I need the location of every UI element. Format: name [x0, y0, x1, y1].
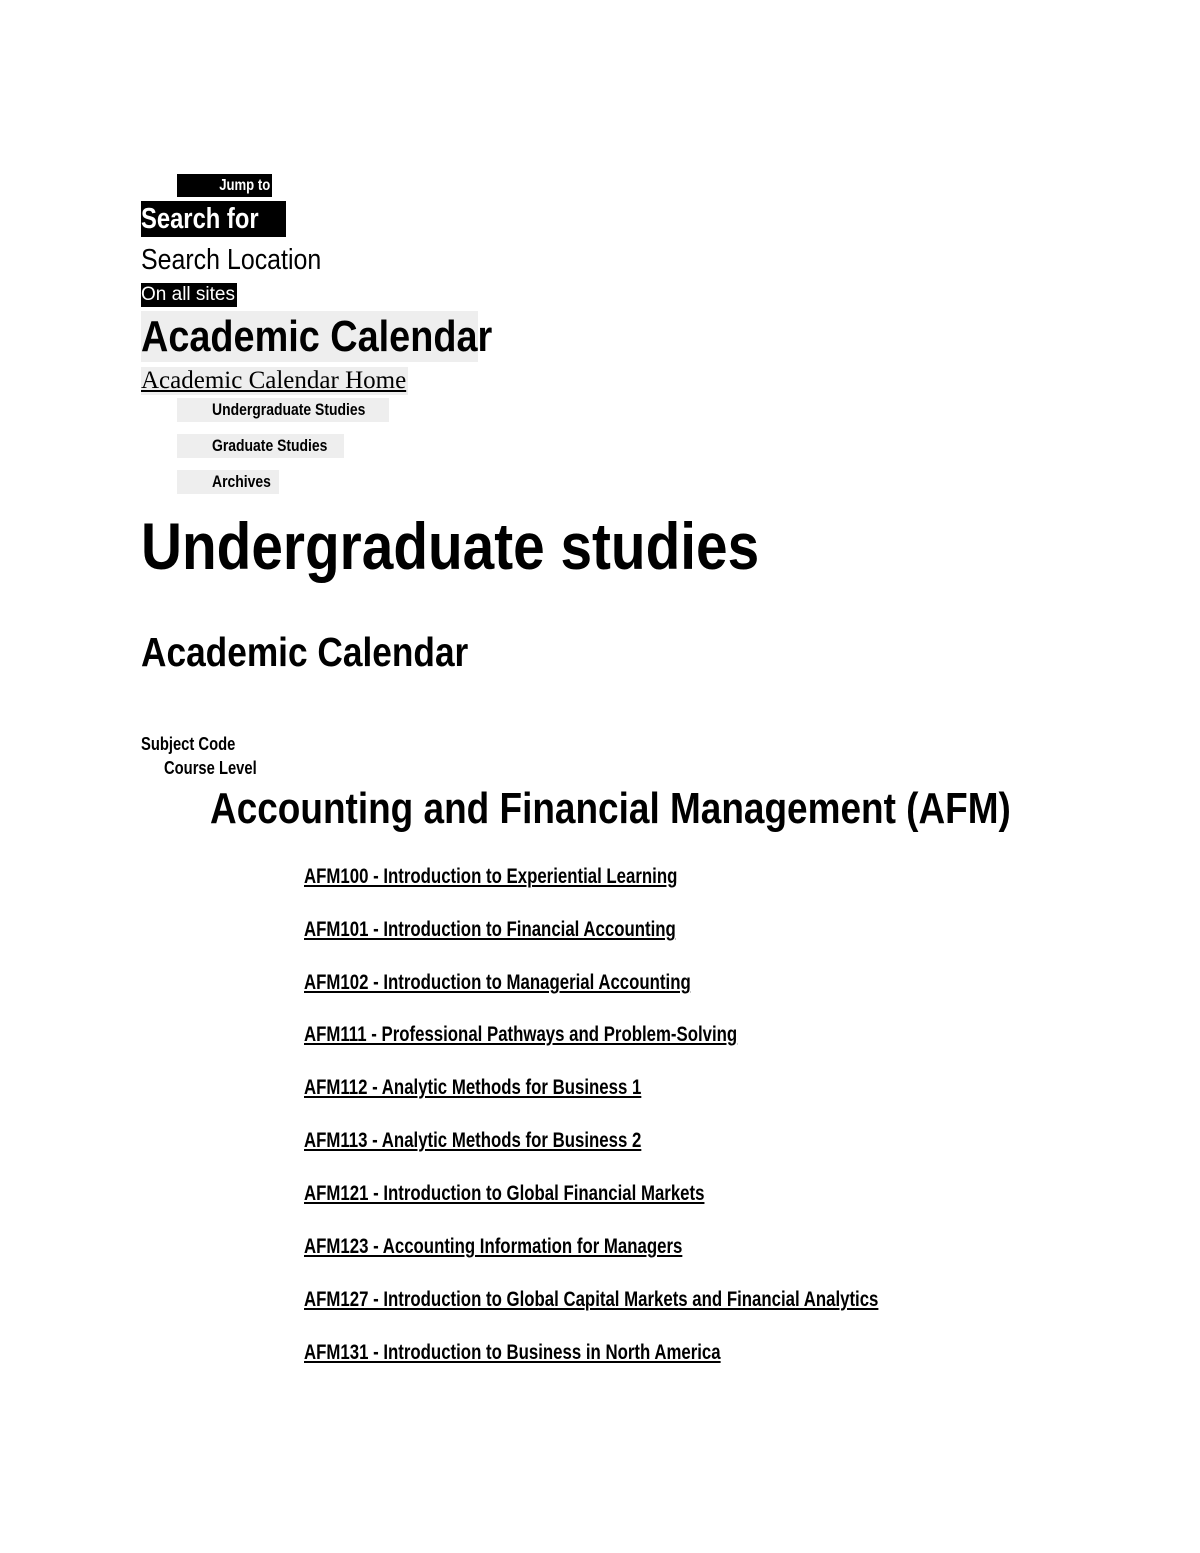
course-link-afm123[interactable]: AFM123 - Accounting Information for Managers: [304, 1235, 683, 1258]
search-location-select[interactable]: On all sites: [141, 284, 235, 305]
calendar-home-link[interactable]: Academic Calendar Home: [141, 367, 407, 394]
course-link-afm102[interactable]: AFM102 - Introduction to Managerial Accounting: [304, 971, 691, 994]
course-link-afm111[interactable]: AFM111 - Professional Pathways and Problem-Solving: [304, 1023, 738, 1046]
course-link-afm101[interactable]: AFM101 - Introduction to Financial Accounting: [304, 918, 676, 941]
search-location-label: Search Location: [141, 244, 322, 276]
site-title[interactable]: Academic Calendar: [141, 312, 493, 361]
page-title: Undergraduate studies: [141, 509, 760, 583]
search-for-label[interactable]: Search for: [141, 201, 286, 237]
course-link-afm121[interactable]: AFM121 - Introduction to Global Financial Markets: [304, 1182, 705, 1205]
nav-item-undergraduate-studies[interactable]: Undergraduate Studies: [177, 398, 389, 422]
section-heading: Academic Calendar: [141, 629, 469, 675]
course-link-afm127[interactable]: AFM127 - Introduction to Global Capital Markets and Financial Analytics: [304, 1288, 879, 1311]
nav-item-archives[interactable]: Archives: [177, 470, 279, 494]
course-link-afm113[interactable]: AFM113 - Analytic Methods for Business 2: [304, 1129, 642, 1152]
course-level-filter[interactable]: Course Level: [164, 758, 257, 778]
course-link-afm112[interactable]: AFM112 - Analytic Methods for Business 1: [304, 1076, 642, 1099]
course-link-afm100[interactable]: AFM100 - Introduction to Experiential Learning: [304, 865, 678, 888]
jump-to-label: Jump to: [218, 177, 270, 194]
subject-code-filter[interactable]: Subject Code: [141, 734, 236, 754]
jump-to-link[interactable]: [177, 174, 272, 197]
course-link-afm131[interactable]: AFM131 - Introduction to Business in North America: [304, 1341, 721, 1364]
nav-item-graduate-studies[interactable]: Graduate Studies: [177, 434, 344, 458]
subject-title: Accounting and Financial Management (AFM): [210, 784, 1011, 833]
